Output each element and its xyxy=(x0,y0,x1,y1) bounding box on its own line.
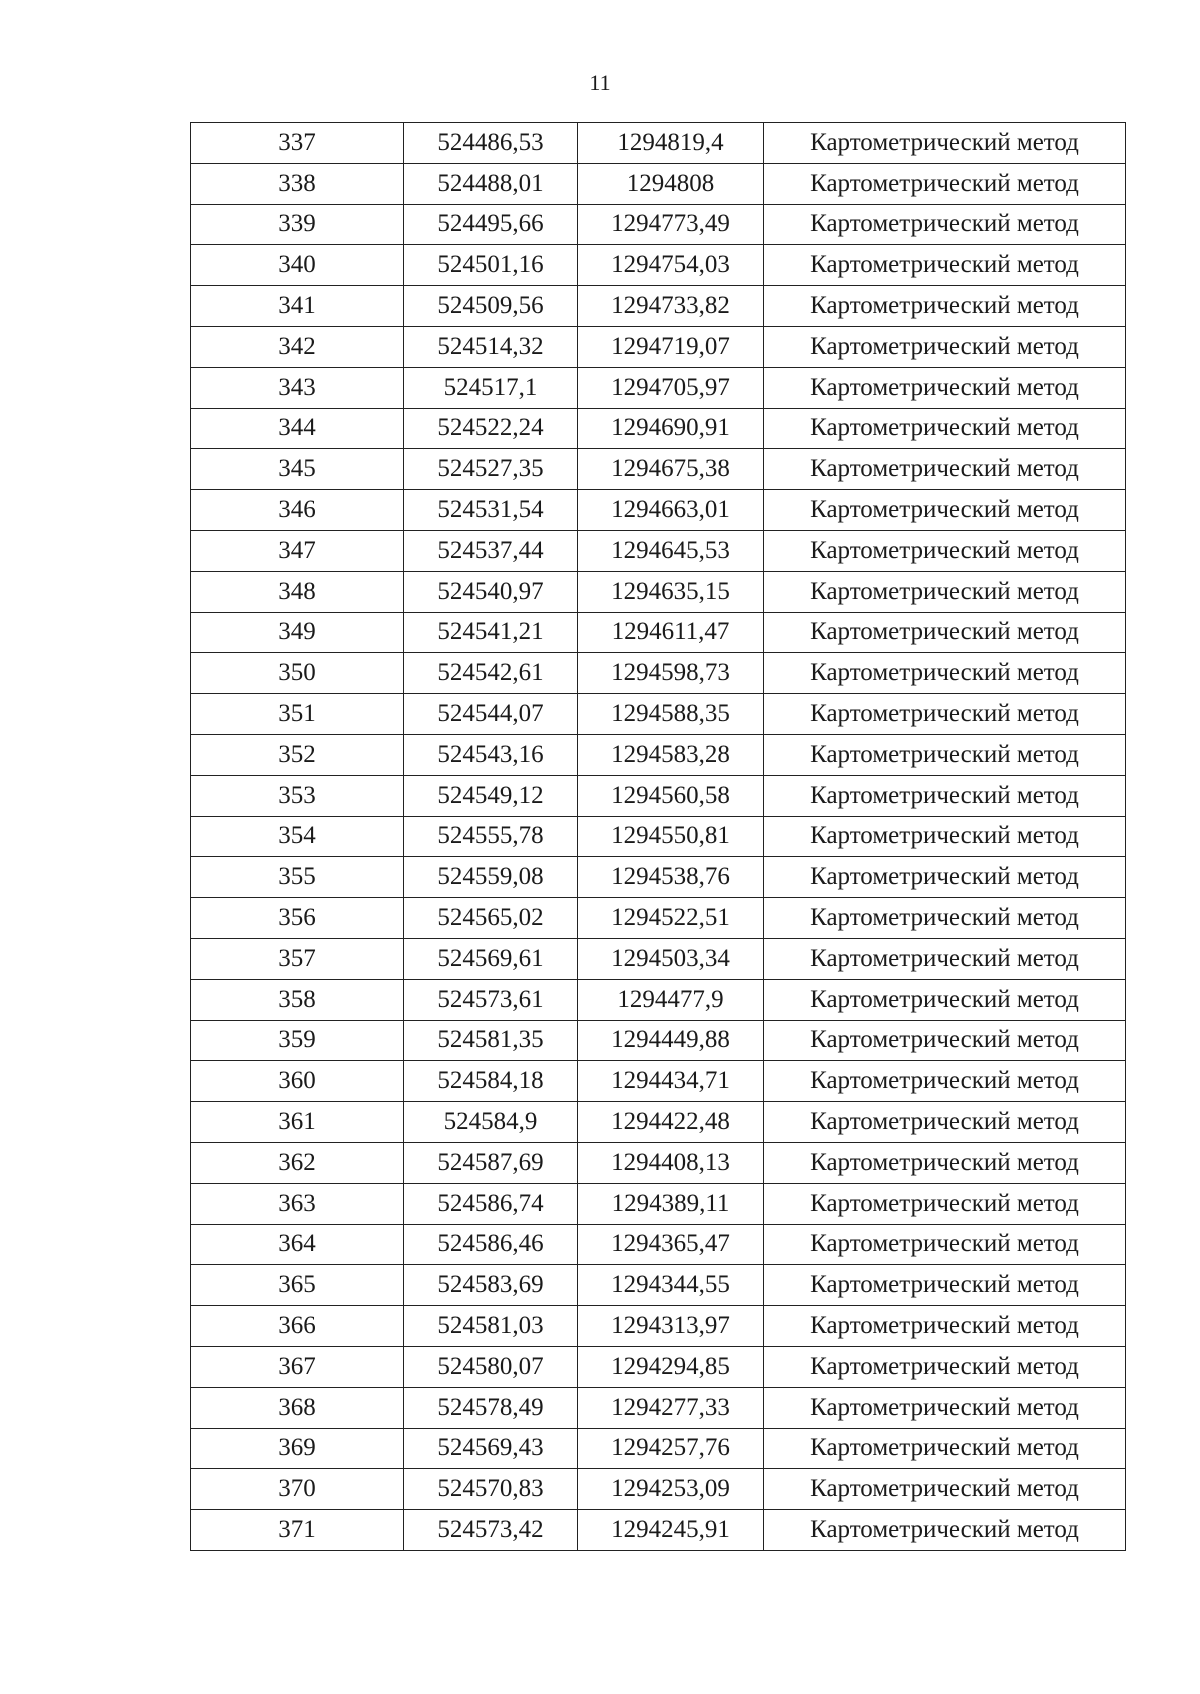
page-number: 11 xyxy=(589,70,611,95)
y-coordinate-cell: 1294389,11 xyxy=(578,1183,764,1224)
y-coordinate-cell: 1294663,01 xyxy=(578,490,764,531)
point-number-cell: 357 xyxy=(191,938,404,979)
method-cell: Картометрический метод xyxy=(764,123,1126,164)
method-cell: Картометрический метод xyxy=(764,1469,1126,1510)
point-number-cell: 360 xyxy=(191,1061,404,1102)
table-row xyxy=(191,694,1126,735)
y-coordinate-cell: 1294503,34 xyxy=(578,938,764,979)
x-coordinate-cell: 524581,35 xyxy=(404,1020,578,1061)
coordinates-table-body xyxy=(191,123,1126,1551)
method-cell: Картометрический метод xyxy=(764,734,1126,775)
y-coordinate-cell: 1294808 xyxy=(578,163,764,204)
point-number-cell: 355 xyxy=(191,857,404,898)
table-row xyxy=(191,775,1126,816)
y-coordinate-cell: 1294257,76 xyxy=(578,1428,764,1469)
y-coordinate-cell: 1294434,71 xyxy=(578,1061,764,1102)
point-number-cell: 341 xyxy=(191,286,404,327)
x-coordinate-cell: 524501,16 xyxy=(404,245,578,286)
table-row xyxy=(191,1306,1126,1347)
point-number-cell: 342 xyxy=(191,326,404,367)
method-cell: Картометрический метод xyxy=(764,286,1126,327)
table-row xyxy=(191,938,1126,979)
point-number-cell: 354 xyxy=(191,816,404,857)
table-row xyxy=(191,286,1126,327)
y-coordinate-cell: 1294277,33 xyxy=(578,1387,764,1428)
method-cell: Картометрический метод xyxy=(764,816,1126,857)
method-cell: Картометрический метод xyxy=(764,1224,1126,1265)
x-coordinate-cell: 524583,69 xyxy=(404,1265,578,1306)
table-row xyxy=(191,898,1126,939)
x-coordinate-cell: 524569,43 xyxy=(404,1428,578,1469)
x-coordinate-cell: 524578,49 xyxy=(404,1387,578,1428)
y-coordinate-cell: 1294733,82 xyxy=(578,286,764,327)
method-cell: Картометрический метод xyxy=(764,898,1126,939)
method-cell: Картометрический метод xyxy=(764,245,1126,286)
method-cell: Картометрический метод xyxy=(764,204,1126,245)
point-number-cell: 349 xyxy=(191,612,404,653)
y-coordinate-cell: 1294408,13 xyxy=(578,1142,764,1183)
method-cell: Картометрический метод xyxy=(764,367,1126,408)
y-coordinate-cell: 1294294,85 xyxy=(578,1346,764,1387)
table-row xyxy=(191,1265,1126,1306)
y-coordinate-cell: 1294550,81 xyxy=(578,816,764,857)
x-coordinate-cell: 524542,61 xyxy=(404,653,578,694)
method-cell: Картометрический метод xyxy=(764,1387,1126,1428)
x-coordinate-cell: 524509,56 xyxy=(404,286,578,327)
x-coordinate-cell: 524580,07 xyxy=(404,1346,578,1387)
point-number-cell: 340 xyxy=(191,245,404,286)
method-cell: Картометрический метод xyxy=(764,1020,1126,1061)
x-coordinate-cell: 524495,66 xyxy=(404,204,578,245)
table-row xyxy=(191,163,1126,204)
x-coordinate-cell: 524586,74 xyxy=(404,1183,578,1224)
method-cell: Картометрический метод xyxy=(764,571,1126,612)
method-cell: Картометрический метод xyxy=(764,408,1126,449)
table-row xyxy=(191,612,1126,653)
method-cell: Картометрический метод xyxy=(764,163,1126,204)
y-coordinate-cell: 1294645,53 xyxy=(578,530,764,571)
x-coordinate-cell: 524581,03 xyxy=(404,1306,578,1347)
table-row xyxy=(191,449,1126,490)
x-coordinate-cell: 524584,9 xyxy=(404,1102,578,1143)
point-number-cell: 358 xyxy=(191,979,404,1020)
x-coordinate-cell: 524559,08 xyxy=(404,857,578,898)
table-row xyxy=(191,367,1126,408)
method-cell: Картометрический метод xyxy=(764,1428,1126,1469)
table-row xyxy=(191,1510,1126,1551)
x-coordinate-cell: 524586,46 xyxy=(404,1224,578,1265)
y-coordinate-cell: 1294690,91 xyxy=(578,408,764,449)
y-coordinate-cell: 1294522,51 xyxy=(578,898,764,939)
table-row xyxy=(191,530,1126,571)
table-row xyxy=(191,408,1126,449)
y-coordinate-cell: 1294705,97 xyxy=(578,367,764,408)
point-number-cell: 359 xyxy=(191,1020,404,1061)
table-row xyxy=(191,816,1126,857)
table-row xyxy=(191,1387,1126,1428)
x-coordinate-cell: 524587,69 xyxy=(404,1142,578,1183)
method-cell: Картометрический метод xyxy=(764,530,1126,571)
x-coordinate-cell: 524522,24 xyxy=(404,408,578,449)
y-coordinate-cell: 1294253,09 xyxy=(578,1469,764,1510)
y-coordinate-cell: 1294719,07 xyxy=(578,326,764,367)
method-cell: Картометрический метод xyxy=(764,1102,1126,1143)
table-row xyxy=(191,490,1126,531)
x-coordinate-cell: 524584,18 xyxy=(404,1061,578,1102)
y-coordinate-cell: 1294635,15 xyxy=(578,571,764,612)
table-row xyxy=(191,734,1126,775)
y-coordinate-cell: 1294365,47 xyxy=(578,1224,764,1265)
point-number-cell: 343 xyxy=(191,367,404,408)
point-number-cell: 371 xyxy=(191,1510,404,1551)
point-number-cell: 351 xyxy=(191,694,404,735)
x-coordinate-cell: 524549,12 xyxy=(404,775,578,816)
x-coordinate-cell: 524531,54 xyxy=(404,490,578,531)
y-coordinate-cell: 1294449,88 xyxy=(578,1020,764,1061)
method-cell: Картометрический метод xyxy=(764,1306,1126,1347)
x-coordinate-cell: 524570,83 xyxy=(404,1469,578,1510)
y-coordinate-cell: 1294611,47 xyxy=(578,612,764,653)
point-number-cell: 366 xyxy=(191,1306,404,1347)
y-coordinate-cell: 1294773,49 xyxy=(578,204,764,245)
method-cell: Картометрический метод xyxy=(764,1142,1126,1183)
method-cell: Картометрический метод xyxy=(764,775,1126,816)
point-number-cell: 337 xyxy=(191,123,404,164)
point-number-cell: 356 xyxy=(191,898,404,939)
point-number-cell: 353 xyxy=(191,775,404,816)
table-row xyxy=(191,1428,1126,1469)
point-number-cell: 338 xyxy=(191,163,404,204)
method-cell: Картометрический метод xyxy=(764,1265,1126,1306)
x-coordinate-cell: 524486,53 xyxy=(404,123,578,164)
y-coordinate-cell: 1294754,03 xyxy=(578,245,764,286)
point-number-cell: 347 xyxy=(191,530,404,571)
y-coordinate-cell: 1294583,28 xyxy=(578,734,764,775)
x-coordinate-cell: 524543,16 xyxy=(404,734,578,775)
coordinates-table xyxy=(190,122,1126,1551)
y-coordinate-cell: 1294344,55 xyxy=(578,1265,764,1306)
x-coordinate-cell: 524569,61 xyxy=(404,938,578,979)
method-cell: Картометрический метод xyxy=(764,1346,1126,1387)
table-row xyxy=(191,857,1126,898)
point-number-cell: 361 xyxy=(191,1102,404,1143)
x-coordinate-cell: 524488,01 xyxy=(404,163,578,204)
y-coordinate-cell: 1294245,91 xyxy=(578,1510,764,1551)
x-coordinate-cell: 524540,97 xyxy=(404,571,578,612)
table-row xyxy=(191,1142,1126,1183)
point-number-cell: 365 xyxy=(191,1265,404,1306)
method-cell: Картометрический метод xyxy=(764,490,1126,531)
table-row xyxy=(191,653,1126,694)
point-number-cell: 344 xyxy=(191,408,404,449)
method-cell: Картометрический метод xyxy=(764,938,1126,979)
point-number-cell: 346 xyxy=(191,490,404,531)
method-cell: Картометрический метод xyxy=(764,1183,1126,1224)
y-coordinate-cell: 1294477,9 xyxy=(578,979,764,1020)
method-cell: Картометрический метод xyxy=(764,612,1126,653)
x-coordinate-cell: 524555,78 xyxy=(404,816,578,857)
point-number-cell: 368 xyxy=(191,1387,404,1428)
point-number-cell: 370 xyxy=(191,1469,404,1510)
table-row xyxy=(191,245,1126,286)
table-row xyxy=(191,1469,1126,1510)
x-coordinate-cell: 524565,02 xyxy=(404,898,578,939)
x-coordinate-cell: 524573,61 xyxy=(404,979,578,1020)
point-number-cell: 363 xyxy=(191,1183,404,1224)
table-row xyxy=(191,1346,1126,1387)
y-coordinate-cell: 1294313,97 xyxy=(578,1306,764,1347)
point-number-cell: 348 xyxy=(191,571,404,612)
method-cell: Картометрический метод xyxy=(764,1061,1126,1102)
table-row xyxy=(191,571,1126,612)
method-cell: Картометрический метод xyxy=(764,326,1126,367)
y-coordinate-cell: 1294675,38 xyxy=(578,449,764,490)
x-coordinate-cell: 524544,07 xyxy=(404,694,578,735)
table-row xyxy=(191,979,1126,1020)
x-coordinate-cell: 524541,21 xyxy=(404,612,578,653)
table-row xyxy=(191,1020,1126,1061)
point-number-cell: 364 xyxy=(191,1224,404,1265)
table-row xyxy=(191,123,1126,164)
method-cell: Картометрический метод xyxy=(764,694,1126,735)
x-coordinate-cell: 524517,1 xyxy=(404,367,578,408)
y-coordinate-cell: 1294560,58 xyxy=(578,775,764,816)
method-cell: Картометрический метод xyxy=(764,449,1126,490)
point-number-cell: 350 xyxy=(191,653,404,694)
y-coordinate-cell: 1294422,48 xyxy=(578,1102,764,1143)
method-cell: Картометрический метод xyxy=(764,857,1126,898)
table-row xyxy=(191,1183,1126,1224)
point-number-cell: 345 xyxy=(191,449,404,490)
point-number-cell: 367 xyxy=(191,1346,404,1387)
y-coordinate-cell: 1294819,4 xyxy=(578,123,764,164)
y-coordinate-cell: 1294588,35 xyxy=(578,694,764,735)
point-number-cell: 362 xyxy=(191,1142,404,1183)
method-cell: Картометрический метод xyxy=(764,1510,1126,1551)
x-coordinate-cell: 524537,44 xyxy=(404,530,578,571)
x-coordinate-cell: 524514,32 xyxy=(404,326,578,367)
method-cell: Картометрический метод xyxy=(764,979,1126,1020)
y-coordinate-cell: 1294538,76 xyxy=(578,857,764,898)
x-coordinate-cell: 524573,42 xyxy=(404,1510,578,1551)
table-row xyxy=(191,204,1126,245)
y-coordinate-cell: 1294598,73 xyxy=(578,653,764,694)
table-row xyxy=(191,1224,1126,1265)
point-number-cell: 339 xyxy=(191,204,404,245)
point-number-cell: 352 xyxy=(191,734,404,775)
table-row xyxy=(191,326,1126,367)
table-row xyxy=(191,1061,1126,1102)
method-cell: Картометрический метод xyxy=(764,653,1126,694)
point-number-cell: 369 xyxy=(191,1428,404,1469)
table-row xyxy=(191,1102,1126,1143)
x-coordinate-cell: 524527,35 xyxy=(404,449,578,490)
